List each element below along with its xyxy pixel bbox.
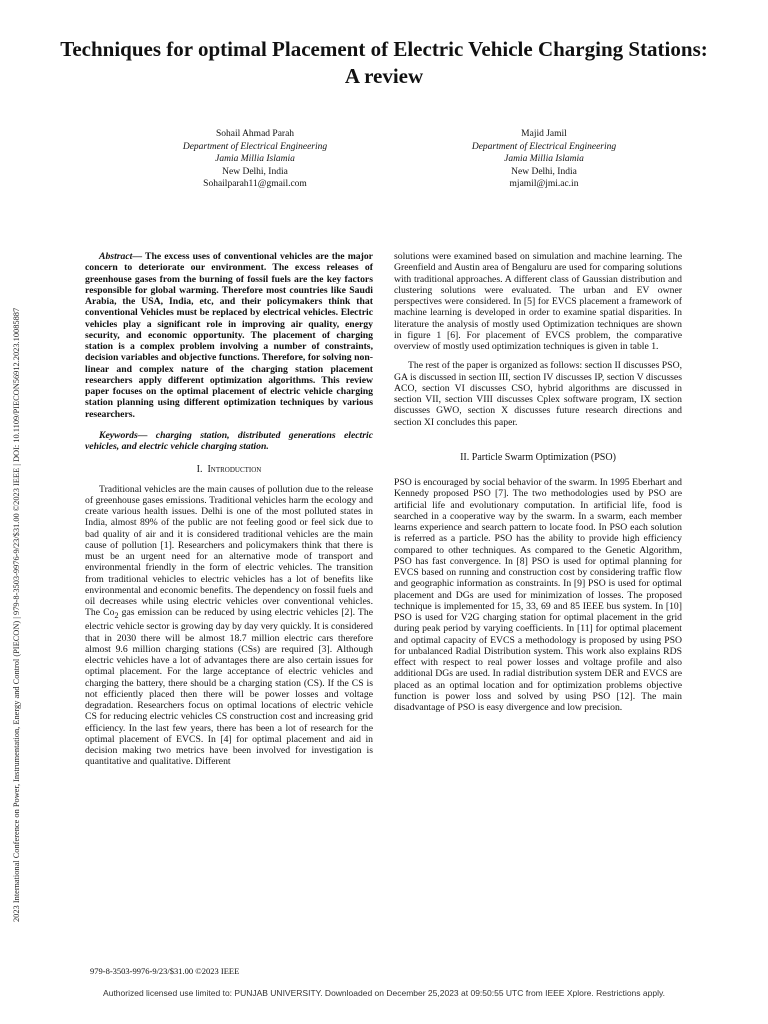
footer-authorized-use: Authorized licensed use limited to: PUNJAB UNIVERSITY. Downloaded on December 25,2023 at 09:50:55 UTC from IEEE Xplore. Restrictions apply. [103, 988, 665, 998]
section-heading-pso: II. Particle Swarm Optimization (PSO) [460, 451, 616, 463]
author-block-2 [424, 128, 664, 191]
author-name: Majid Jamil [521, 129, 567, 139]
intro-text-part2: gas emission can be reduced by using electric vehicles [2]. The electric vehicle sector is growing day by day very quickly. It is considered that in 2030 there will be almost 18.7 million electric cars therefore almost 9.6 million charging stations (CSs) are required [3]. Although electric vehicles have a lot of advantages there are also certain issues for optimal placement. For the large acceptance of electric vehicles and charging the battery, there should be a charging station (CS). If the CS is not efficiently placed then there will be power losses and voltage degradation. Researchers focus on optimal locations of electric vehicle CS for reducing electric vehicles CS construction cost and increasing grid efficiency. In the last few years, there has been a lot of research for the optimal placement of EVCS. In [4] for optimal placement and aid in decision making two metrics have been involved for investigation is quantitative and qualitative. Different [85, 607, 373, 768]
section-number: I. [196, 464, 203, 476]
author-email: mjamil@jmi.ac.in [509, 179, 579, 189]
abstract-label: Abstract [99, 251, 133, 262]
author-email: Sohailparah11@gmail.com [203, 179, 307, 189]
introduction-paragraph [85, 484, 373, 768]
footer-copyright: 979-8-3503-9976-9/23/$31.00 ©2023 IEEE [90, 966, 240, 976]
author-department: Department of Electrical Engineering [471, 141, 617, 152]
side-citation-text: 2023 International Conference on Power, Instrumentation, Energy and Control (PIECON) | 979-8-3503-9976-9/23/$31.00 ©2023 IEEE | DOI: 10.1109/PIECON56912.2023.10085887 [12, 307, 21, 922]
keywords-label: Keywords [99, 429, 138, 441]
intro-text-part1: Traditional vehicles are the main causes of pollution due to the release of greenhouse gases emissions. Traditional vehicles harm the ecology and create various health issues. Delhi is one of the most polluted states in India, almost 89% of the public are not feeling good or feel sick due to bad quality of air and it is considered traditional vehicles are the main cause of pollution [1]. Researchers and policymakers think that there is must be an urgent need for an alternative mode of transport and environmental friendly in the form of electric vehicles. The transition from traditional vehicles to electric vehicles has a lot of benefits like environmental and economic benefits. The dependency on fossil fuels and oil decreases while using electric vehicles over conventional vehicles. The Co [85, 483, 373, 619]
pso-paragraph: PSO is encouraged by social behavior of the swarm. In 1995 Eberhart and Kennedy proposed PSO [7]. The two methodologies used by PSO are artificial life and evolutionary computation. In artificial life, food is searched in a cooperative way by the swarm. In a swarm, each member learns experience and search pattern to locate food. In PSO each solution is referred as a particle. PSO has the ability to provide high efficiency compared to other techniques. As compared to the Genetic Algorithm, PSO has fast convergence. In [8] PSO is used for optimal planning for EVCS based on running and construction cost by considering traffic flow and geographic information as constraints. In [9] PSO is used for optimal placement and DGs are used for minimization of losses. The proposed technique is implemented for 15, 33, 69 and 85 IEEE bus system. In [10] PSO is used for V2G charging station for optimal placement in the grid during peak period by varying coefficients. In [11] for optimal placement and optimal capacity of EVCS a methodology is proposed by using PSO for unbalanced Radial Distribution system. This work also explains RDS effect with respect to real power losses and voltage profile and also additional DGs are used. In radial distribution system DER and EVCS are placed as an optimal location and for optimization problems objective function is power loss and solved by using PSO [12]. The main disadvantage of PSO is easy divergence and low precision. [394, 477, 682, 713]
body-paragraph: solutions were examined based on simulation and machine learning. The Greenfield and Austin area of Bengaluru are used for comparing solutions with traditional approaches. A different class of Gaussian distribution and clustering solutions were evaluated. The urban and EV owner perspectives were considered. In [5] for EVCS placement a framework of machine learning is developed in order to examine spatial disparities. In literature the analysis of mostly used Optimization techniques are shown in figure 1 [6]. For placement of EVCS problem, the comparative overview of mostly used optimization techniques is given in table 1. [394, 251, 682, 352]
left-column [85, 251, 373, 768]
author-university: Jamia Millia Islamia [504, 154, 584, 164]
author-name: Sohail Ahmad Parah [215, 129, 295, 139]
keywords-text: — charging station, distributed generations electric vehicles, and electric vehicle charging station. [85, 429, 373, 452]
author-university: Jamia Millia Islamia [215, 154, 295, 164]
section-title: Introduction [207, 464, 262, 476]
abstract-text: — The excess uses of conventional vehicles are the major concern to deteriorate our environment. The excess releases of greenhouse gases from the burning of fossil fuels are the key factors responsible for global warming. Therefore most countries like Saudi Arabia, the USA, India, etc, and their policymakers think that conventional Vehicles must be replaced by electrical vehicles. Electric vehicles play a significant role in improving air quality, energy security, and economic opportunity. The placement of charging station is a complex problem involving a number of constraints, decision variables and objective functions. Therefore, for solving non-linear and complex nature of the charging station placement researchers apply different optimization algorithms. This review paper focuses on the optimal placement of electric vehicle charging station planning using different optimization techniques by various researchers. [85, 251, 373, 420]
organization-paragraph: The rest of the paper is organized as follows: section II discusses PSO, GA is discussed in section III, section IV discusses IP, section V discusses ACO, section VI discusses CSO, hybrid algorithms are discussed in section VII, section VIII discusses Cplex software program, IX section discusses GWO, section X discusses future research directions and section XI concludes this paper. [394, 360, 682, 428]
author-block-1 [135, 128, 375, 191]
author-department: Department of Electrical Engineering [182, 141, 328, 152]
author-city: New Delhi, India [222, 166, 288, 177]
author-city: New Delhi, India [511, 166, 577, 177]
right-column [394, 251, 682, 713]
intro-subscript: 2 [114, 611, 119, 621]
abstract [85, 251, 373, 420]
keywords [85, 430, 373, 453]
section-heading-introduction [85, 464, 373, 475]
paper-title: Techniques for optimal Placement of Electric Vehicle Charging Stations: A review [60, 37, 708, 88]
